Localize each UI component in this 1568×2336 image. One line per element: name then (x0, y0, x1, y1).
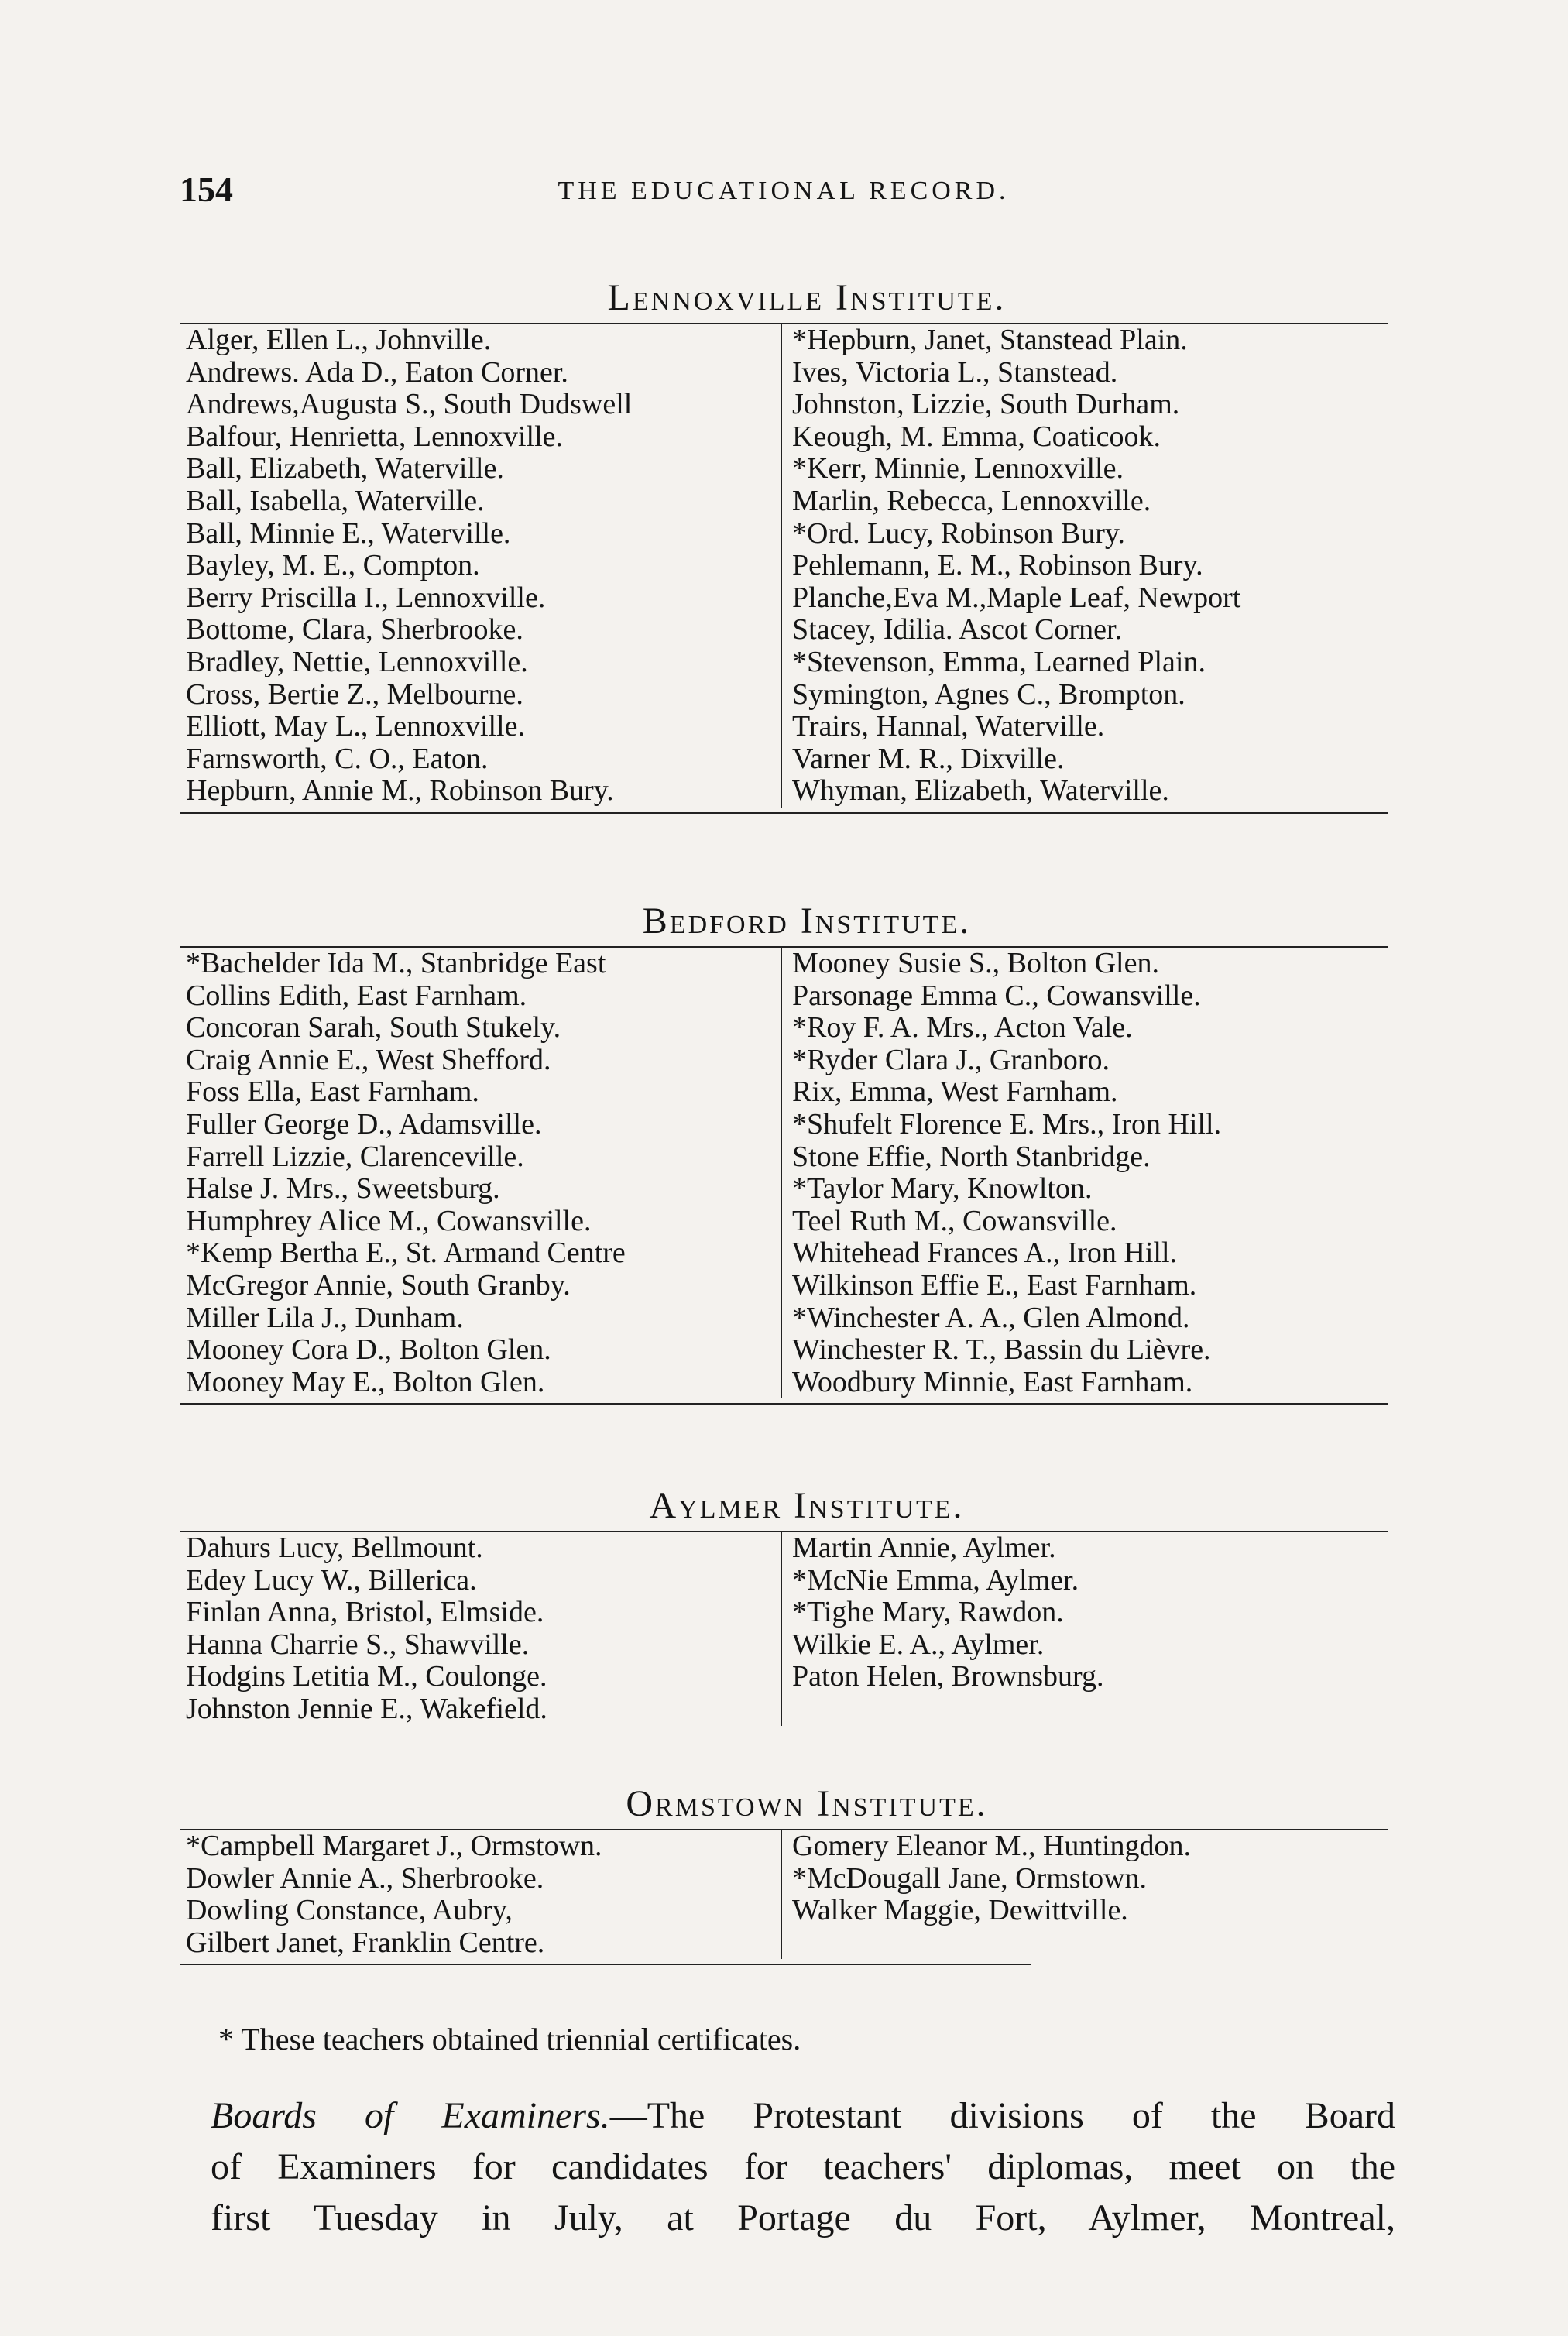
name-entry: Martin Annie, Aylmer. (792, 1532, 1056, 1564)
name-entry: Foss Ella, East Farnham. (186, 1075, 479, 1109)
paragraph-line-2: of Examiners for candidates for teachers' diplomas, meet on the (211, 2146, 1395, 2187)
name-entry: Collins Edith, East Farnham. (186, 979, 527, 1012)
name-entry: Dowling Constance, Aubry, (186, 1894, 513, 1927)
name-entry: Hepburn, Annie M., Robinson Bury. (186, 774, 614, 808)
name-entry: Gilbert Janet, Franklin Centre. (186, 1926, 545, 1959)
name-entry: Walker Maggie, Dewittville. (792, 1894, 1128, 1927)
body-paragraph (211, 2091, 1395, 2244)
left-column (180, 1532, 781, 1726)
name-entry: Fuller George D., Adamsville. (186, 1107, 542, 1141)
name-entry: Teel Ruth M., Cowansville. (792, 1204, 1117, 1237)
name-entry: Edey Lucy W., Billerica. (186, 1563, 477, 1597)
name-entry: Stone Effie, North Stanbridge. (792, 1140, 1151, 1173)
name-columns (180, 324, 1388, 808)
name-entry: Ball, Elizabeth, Waterville. (186, 452, 504, 485)
right-column (781, 948, 1388, 1398)
name-entry: *McNie Emma, Aylmer. (792, 1563, 1079, 1597)
name-entry: Varner M. R., Dixville. (792, 742, 1065, 775)
name-entry: Planche,Eva M.,Maple Leaf, Newport (792, 581, 1241, 614)
name-entry: Keough, M. Emma, Coaticook. (792, 420, 1161, 453)
name-entry: Mooney Cora D., Bolton Glen. (186, 1333, 551, 1367)
page-number: 154 (180, 170, 233, 209)
name-entry: Rix, Emma, West Farnham. (792, 1075, 1118, 1109)
name-entry: Farnsworth, C. O., Eaton. (186, 742, 489, 775)
name-entry: Finlan Anna, Bristol, Elmside. (186, 1596, 544, 1629)
name-entry: *McDougall Jane, Ormstown. (792, 1861, 1148, 1895)
name-entry: Concoran Sarah, South Stukely. (186, 1011, 561, 1045)
name-entry: Hodgins Letitia M., Coulonge. (186, 1660, 547, 1693)
name-entry: *Ord. Lucy, Robinson Bury. (792, 516, 1125, 550)
name-entry: Parsonage Emma C., Cowansville. (792, 979, 1201, 1012)
name-entry: Dowler Annie A., Sherbrooke. (186, 1861, 544, 1895)
name-entry: Symington, Agnes C., Brompton. (792, 677, 1185, 711)
paragraph-lead: Boards of Examiners. (211, 2095, 610, 2136)
name-entry: Woodbury Minnie, East Farnham. (792, 1365, 1193, 1398)
name-entry: Bayley, M. E., Compton. (186, 549, 480, 582)
name-entry: *Shufelt Florence E. Mrs., Iron Hill. (792, 1107, 1222, 1141)
left-column (180, 324, 781, 808)
name-entry: Andrews. Ada D., Eaton Corner. (186, 355, 568, 389)
name-entry: Johnston Jennie E., Wakefield. (186, 1692, 547, 1725)
name-entry: Craig Annie E., West Shefford. (186, 1043, 551, 1076)
right-column (781, 324, 1388, 808)
right-column (781, 1830, 1388, 1959)
column-divider (781, 948, 782, 1398)
section-aylmer (180, 1483, 1388, 1726)
name-entry: Humphrey Alice M., Cowansville. (186, 1204, 592, 1237)
column-divider (781, 1830, 782, 1959)
name-entry: Paton Helen, Brownsburg. (792, 1660, 1104, 1693)
name-entry: *Kerr, Minnie, Lennoxville. (792, 452, 1124, 485)
name-entry: Bottome, Clara, Sherbrooke. (186, 613, 523, 647)
name-entry: Winchester R. T., Bassin du Lièvre. (792, 1333, 1211, 1367)
left-column (180, 1830, 781, 1959)
name-entry: *Tighe Mary, Rawdon. (792, 1596, 1064, 1629)
name-entry: Andrews,Augusta S., South Dudswell (186, 388, 633, 421)
name-entry: Elliott, May L., Lennoxville. (186, 710, 525, 743)
section-lennoxville (180, 275, 1388, 814)
name-columns (180, 1830, 1388, 1959)
name-entry: *Winchester A. A., Glen Almond. (792, 1301, 1190, 1334)
paragraph-line-1 (211, 2091, 1395, 2142)
paragraph-line-1-text: —The Protestant divisions of the Board (609, 2095, 1395, 2136)
name-columns (180, 948, 1388, 1398)
name-entry: Pehlemann, E. M., Robinson Bury. (792, 549, 1203, 582)
name-entry: Whyman, Elizabeth, Waterville. (792, 774, 1169, 808)
name-entry: Farrell Lizzie, Clarenceville. (186, 1140, 524, 1173)
column-divider (781, 1532, 782, 1726)
name-entry: Wilkinson Effie E., East Farnham. (792, 1268, 1197, 1302)
name-entry: *Campbell Margaret J., Ormstown. (186, 1830, 602, 1862)
page-header (180, 169, 1388, 215)
name-entry: Marlin, Rebecca, Lennoxville. (792, 484, 1151, 517)
name-entry: *Roy F. A. Mrs., Acton Vale. (792, 1011, 1133, 1045)
name-entry: Balfour, Henrietta, Lennoxville. (186, 420, 564, 453)
name-entry: *Kemp Bertha E., St. Armand Centre (186, 1237, 626, 1270)
name-entry: *Hepburn, Janet, Stanstead Plain. (792, 324, 1188, 356)
name-entry: Cross, Bertie Z., Melbourne. (186, 677, 523, 711)
name-entry: Gomery Eleanor M., Huntingdon. (792, 1830, 1192, 1862)
rule-bottom (180, 1964, 1031, 1965)
section-ormstown (180, 1781, 1388, 1965)
name-entry: Hanna Charrie S., Shawville. (186, 1628, 530, 1661)
name-entry: *Ryder Clara J., Granboro. (792, 1043, 1110, 1076)
section-bedford (180, 898, 1388, 1405)
name-entry: Mooney May E., Bolton Glen. (186, 1365, 545, 1398)
name-entry: *Stevenson, Emma, Learned Plain. (792, 645, 1206, 678)
name-entry: Bradley, Nettie, Lennoxville. (186, 645, 528, 678)
name-entry: Whitehead Frances A., Iron Hill. (792, 1237, 1178, 1270)
name-entry: Ball, Minnie E., Waterville. (186, 516, 511, 550)
section-title: Ormstown Institute. (626, 1783, 988, 1824)
name-entry: Halse J. Mrs., Sweetsburg. (186, 1172, 500, 1206)
name-entry: Johnston, Lizzie, South Durham. (792, 388, 1180, 421)
left-column (180, 948, 781, 1398)
name-columns (180, 1532, 1388, 1726)
name-entry: Dahurs Lucy, Bellmount. (186, 1532, 483, 1564)
footnote: * These teachers obtained triennial certificates. (218, 2022, 801, 2056)
column-divider (781, 324, 782, 808)
name-entry: Ball, Isabella, Waterville. (186, 484, 485, 517)
name-entry: Mooney Susie S., Bolton Glen. (792, 947, 1159, 979)
right-column (781, 1532, 1388, 1726)
name-entry: *Taylor Mary, Knowlton. (792, 1172, 1093, 1206)
name-entry: Ives, Victoria L., Stanstead. (792, 355, 1118, 389)
paragraph-line-3: first Tuesday in July, at Portage du Fort, Aylmer, Montreal, (211, 2197, 1395, 2238)
running-title: THE EDUCATIONAL RECORD. (558, 177, 1010, 205)
name-entry: *Bachelder Ida M., Stanbridge East (186, 947, 606, 979)
rule-bottom (180, 812, 1388, 814)
name-entry: Trairs, Hannal, Waterville. (792, 710, 1105, 743)
section-title: Lennoxville Institute. (607, 277, 1007, 318)
section-title: Bedford Institute. (642, 900, 972, 942)
name-entry: Miller Lila J., Dunham. (186, 1301, 464, 1334)
name-entry: Alger, Ellen L., Johnville. (186, 324, 492, 356)
name-entry: Stacey, Idilia. Ascot Corner. (792, 613, 1122, 647)
name-entry: Berry Priscilla I., Lennoxville. (186, 581, 546, 614)
name-entry: Wilkie E. A., Aylmer. (792, 1628, 1045, 1661)
name-entry: McGregor Annie, South Granby. (186, 1268, 571, 1302)
section-title: Aylmer Institute. (649, 1485, 965, 1526)
rule-bottom (180, 1403, 1388, 1405)
